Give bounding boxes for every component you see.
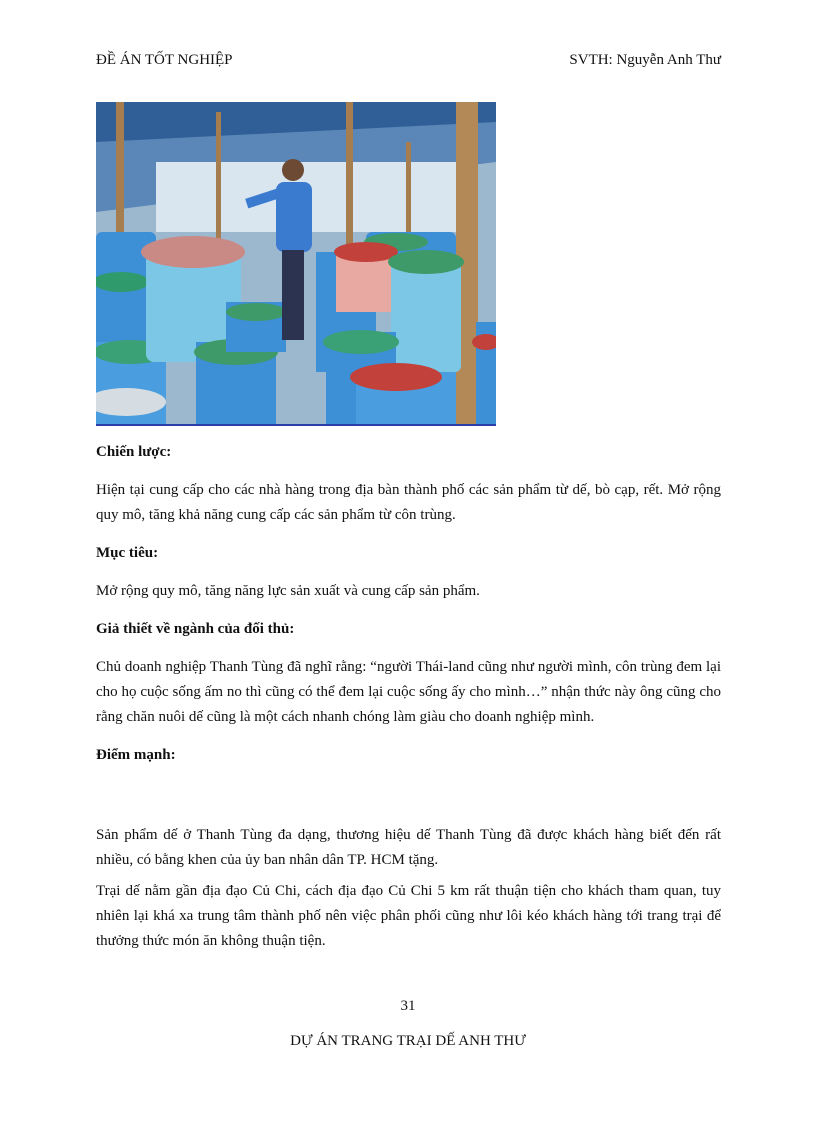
strategy-text: Hiện tại cung cấp cho các nhà hàng trong địa bàn thành phố các sản phẩm từ dế, bò cạp, rết. Mở rộng quy mô, tăng khả năng cung cấp các sản phẩm từ côn trùng. bbox=[96, 482, 721, 523]
page-header bbox=[96, 50, 721, 70]
objective-heading: Mục tiêu: bbox=[96, 545, 159, 561]
assumption-heading: Giả thiết về ngành của đối thủ: bbox=[96, 621, 295, 637]
objective-text: Mở rộng quy mô, tăng năng lực sản xuất và cung cấp sản phẩm. bbox=[96, 583, 480, 599]
page-content bbox=[96, 440, 721, 967]
blank-space bbox=[96, 781, 721, 823]
cricket-farm-photo bbox=[96, 102, 496, 426]
header-right: SVTH: Nguyễn Anh Thư bbox=[569, 52, 721, 68]
assumption-text: Chủ doanh nghiệp Thanh Tùng đã nghĩ rằng: “người Thái-land cũng như người mình, côn trùng đem lại cho họ cuộc sống ấm no thì cũng có thể đem lại cuộc sống ấy cho mình…” nhận thức này ông cũng cho rằng chăn nuôi dế cũng là một cách nhanh chóng làm giàu cho doanh nghiệp mình. bbox=[96, 659, 721, 725]
page-footer: DỰ ÁN TRANG TRẠI DẾ ANH THƯ bbox=[290, 1033, 526, 1049]
strengths-text-2: Trại dế nằm gần địa đạo Củ Chi, cách địa đạo Củ Chi 5 km rất thuận tiện cho khách tham quan, tuy nhiên lại khá xa trung tâm thành phố nên việc phân phối cũng như lôi kéo khách hàng tới trang trại để thưởng thức món ăn không thuận tiện. bbox=[96, 883, 721, 949]
strengths-text-1: Sản phẩm dế ở Thanh Tùng đa dạng, thương hiệu dế Thanh Tùng đã được khách hàng biết đến rất nhiều, có bằng khen của ủy ban nhân dân TP. HCM tặng. bbox=[96, 827, 721, 868]
strategy-heading: Chiến lược: bbox=[96, 444, 172, 460]
strengths-heading: Điểm mạnh: bbox=[96, 747, 176, 763]
header-left: ĐỀ ÁN TỐT NGHIỆP bbox=[96, 52, 233, 68]
page-number: 31 bbox=[400, 998, 416, 1014]
